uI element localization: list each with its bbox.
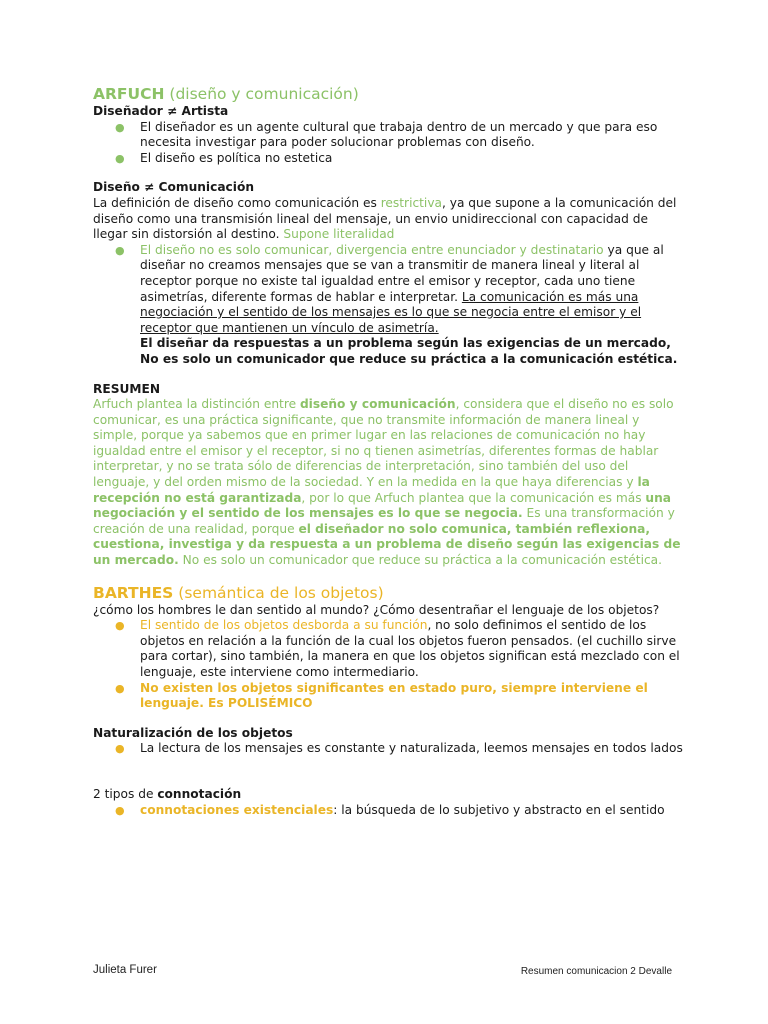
- question: ¿cómo los hombres le dan sentido al mundo? ¿Cómo desentrañar el lenguaje de los objetos?: [93, 602, 660, 617]
- title-main: ARFUCH: [93, 85, 165, 103]
- document-body: [93, 84, 683, 818]
- title-rest: (diseño y comunicación): [169, 85, 359, 103]
- list-item: [93, 618, 683, 680]
- bullet-icon: ●: [115, 742, 125, 756]
- text-bold-highlight: No existen los objetos significantes en estado puro, siempre interviene el lenguaje. Es POLISÉMICO: [140, 680, 648, 711]
- list-item: [93, 243, 683, 368]
- text-bold: connotación: [157, 786, 242, 801]
- bullet-list: [93, 741, 683, 757]
- list-item: [93, 151, 683, 167]
- bullet-list: [93, 243, 683, 368]
- bullet-icon: ●: [115, 803, 125, 817]
- list-text: El diseño es política no estetica: [140, 150, 333, 165]
- subheading-disenador-artista: Diseñador ≠ Artista: [93, 104, 229, 118]
- list-item: [93, 681, 683, 712]
- text-highlight: restrictiva: [380, 195, 442, 210]
- text-bold: el diseñador no solo comunica, también reflexiona, cuestiona, investiga y da respuesta a un problema de diseño según las exigencias de un mercado.: [93, 521, 681, 568]
- text-bold: El diseñar da respuestas a un problema según las exigencias de un mercado, No es solo un comunicador que reduce su práctica a la comunicación estética.: [140, 336, 678, 366]
- bullet-list: [93, 618, 683, 712]
- text-highlight: El diseño no es solo comunicar, divergencia entre enunciador y destinatario: [140, 242, 604, 257]
- text-highlight: Supone literalidad: [283, 227, 395, 242]
- footer-doc-title: Resumen comunicacion 2 Devalle: [520, 966, 672, 977]
- text-bold: una negociación y el sentido de los mensajes es lo que se negocia.: [93, 490, 671, 521]
- text: Arfuch plantea la distinción entre: [93, 397, 300, 412]
- title-main: BARTHES: [93, 583, 174, 602]
- text: ya que al diseñar no creamos mensajes que se van a transmitir de manera lineal y literal al receptor porque no existe tal igualdad entre el emisor y receptor, cada uno tiene asimetrías, diferente formas de hablar e interpretar.: [140, 242, 664, 304]
- list-item: [93, 120, 683, 151]
- section-title-arfuch: [93, 84, 683, 104]
- bullet-icon: ●: [115, 681, 125, 695]
- paragraph: [93, 196, 683, 243]
- subheading-naturalizacion: Naturalización de los objetos: [93, 725, 293, 740]
- text: , por lo que Arfuch plantea que la comunicación es más: [301, 490, 646, 505]
- text: Es una transformación y creación de una realidad, porque: [93, 506, 675, 536]
- list-text: El diseñador es un agente cultural que trabaja dentro de un mercado y que para eso necesita investigar para poder solucionar problemas con diseño.: [140, 119, 658, 150]
- bullet-list: [93, 120, 683, 167]
- subheading-diseno-comunicacion: Diseño ≠ Comunicación: [93, 180, 255, 195]
- subheading-resumen: RESUMEN: [93, 381, 161, 396]
- text: : la búsqueda de lo subjetivo y abstracto en el sentido: [333, 802, 665, 817]
- resumen-paragraph: [93, 397, 683, 569]
- bullet-icon: ●: [115, 619, 125, 633]
- text: , ya que supone a la comunicación del diseño como una transmisión lineal del mensaje, un envio unidireccional con capacidad de llegar sin distorsión al destino.: [93, 195, 677, 242]
- list-item: [93, 741, 683, 757]
- text-highlight: El sentido de los objetos desborda a su función: [140, 618, 428, 633]
- list-item: [93, 803, 683, 819]
- section-title-barthes: [93, 583, 683, 603]
- title-rest: (semántica de los objetos): [178, 583, 384, 602]
- text: No es solo un comunicador que reduce su práctica a la comunicación estética.: [178, 553, 663, 568]
- footer-author: Julieta Furer: [93, 964, 157, 976]
- bullet-icon: ●: [115, 120, 125, 134]
- text: La definición de diseño como comunicación es: [93, 195, 381, 210]
- text: , no solo definimos el sentido de los objetos en relación a la función de la cual los objetos fueron pensados. (el cuchillo sirve para cortar), sino también, la manera en que los objetos significan está mezclado con el lenguaje, este interviene como intermediario.: [140, 618, 680, 679]
- bullet-icon: ●: [115, 151, 125, 165]
- text-underlined: La comunicación es más una negociación y el sentido de los mensajes es lo que se negocia entre el emisor y el receptor que mantienen un vínculo de asimetría.: [140, 289, 642, 335]
- text: 2 tipos de: [93, 786, 158, 801]
- text-bold: la recepción no está garantizada: [93, 475, 650, 505]
- text: La lectura de los mensajes es constante y naturalizada, leemos mensajes en todos lados: [140, 741, 683, 756]
- text-bold-highlight: connotaciones existenciales: [140, 802, 334, 817]
- text-bold: diseño y comunicación: [299, 397, 456, 412]
- bullet-icon: ●: [115, 243, 125, 257]
- tipos-line: [93, 787, 683, 803]
- text: , considera que el diseño no es solo comunicar, es una práctica significante, que no transmite información de manera lineal y simple, porque ya sabemos que en primer lugar en las relaciones de comunicación no hay igualdad entre el emisor y el receptor, si no q tienen asimetrías, diferentes formas de hablar interpretar, y no se trata sólo de diferencias de interpretación, sino también del uso del lenguaje, y del orden mismo de la sociedad. Y en la medida en la que haya diferencias y: [93, 397, 674, 490]
- bullet-list: [93, 803, 683, 819]
